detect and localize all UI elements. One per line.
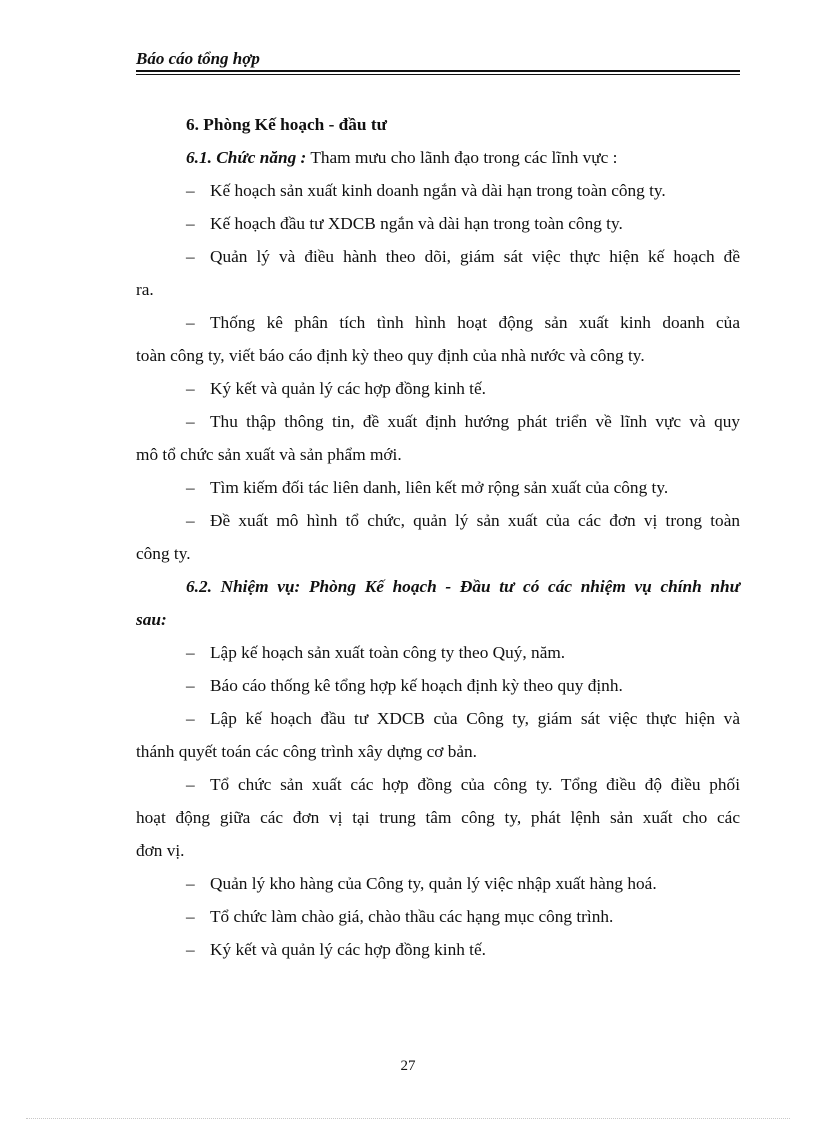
duties-list <box>136 636 740 966</box>
list-item-line <box>136 933 740 966</box>
page-header <box>136 48 740 70</box>
list-item-line <box>136 768 740 801</box>
header-rule-thin <box>136 74 740 75</box>
list-item-line <box>136 669 740 702</box>
list-item-line <box>136 174 740 207</box>
list-item <box>136 669 740 702</box>
list-item <box>136 471 740 504</box>
dash-bullet: – <box>186 379 195 398</box>
list-item-line <box>136 240 740 273</box>
dash-bullet: – <box>186 181 195 200</box>
list-item-line <box>136 702 740 735</box>
list-item-line <box>136 504 740 537</box>
list-item-text: Quản lý và điều hành theo dõi, giám sát việc thực hiện kế hoạch đề <box>210 247 740 266</box>
list-item-line <box>136 339 740 372</box>
list-item-text: Tổ chức làm chào giá, chào thầu các hạng mục công trình. <box>210 907 614 926</box>
list-item-line <box>136 273 740 306</box>
list-item-text: ra. <box>136 280 154 299</box>
list-item-line <box>136 207 740 240</box>
dash-bullet: – <box>186 412 195 431</box>
list-item-line <box>136 636 740 669</box>
dash-bullet: – <box>186 643 195 662</box>
list-item-text: hoạt động giữa các đơn vị tại trung tâm công ty, phát lệnh sản xuất cho các <box>136 808 740 827</box>
list-item <box>136 405 740 471</box>
list-item-line <box>136 801 740 834</box>
function-intro-text: Tham mưu cho lãnh đạo trong các lĩnh vực : <box>306 148 618 167</box>
dash-bullet: – <box>186 478 195 497</box>
list-item-line <box>136 405 740 438</box>
list-item <box>136 768 740 867</box>
duties-heading-line1: 6.2. Nhiệm vụ: Phòng Kế hoạch - Đầu tư có các nhiệm vụ chính như <box>186 577 740 596</box>
list-item-text: thánh quyết toán các công trình xây dựng cơ bản. <box>136 742 477 761</box>
list-item <box>136 207 740 240</box>
header-rule-thick <box>136 70 740 72</box>
function-intro <box>136 141 740 174</box>
list-item-text: Tìm kiếm đối tác liên danh, liên kết mở rộng sản xuất của công ty. <box>210 478 669 497</box>
dash-bullet: – <box>186 940 195 959</box>
page-bottom-border <box>26 1118 790 1119</box>
list-item <box>136 372 740 405</box>
list-item-text: Quản lý kho hàng của Công ty, quản lý việc nhập xuất hàng hoá. <box>210 874 657 893</box>
list-item-line <box>136 438 740 471</box>
header-title: Báo cáo tổng hợp <box>136 49 260 68</box>
dash-bullet: – <box>186 247 195 266</box>
list-item-line <box>136 900 740 933</box>
list-item <box>136 933 740 966</box>
list-item-line <box>136 471 740 504</box>
list-item-text: Thống kê phân tích tình hình hoạt động sản xuất kinh doanh của <box>210 313 740 332</box>
dash-bullet: – <box>186 214 195 233</box>
dash-bullet: – <box>186 511 195 530</box>
list-item-text: Thu thập thông tin, đề xuất định hướng phát triển về lĩnh vực và quy <box>210 412 740 431</box>
page-number: 27 <box>400 1058 416 1074</box>
list-item-text: Đề xuất mô hình tổ chức, quản lý sản xuất của các đơn vị trong toàn <box>210 511 740 530</box>
list-item-line <box>136 867 740 900</box>
list-item <box>136 174 740 207</box>
list-item-text: đơn vị. <box>136 841 185 860</box>
list-item-text: Kế hoạch sản xuất kinh doanh ngắn và dài hạn trong toàn công ty. <box>210 181 666 200</box>
list-item <box>136 702 740 768</box>
list-item-text: Kế hoạch đầu tư XDCB ngắn và dài hạn trong toàn công ty. <box>210 214 623 233</box>
list-item <box>136 636 740 669</box>
list-item-line <box>136 372 740 405</box>
list-item-line <box>136 306 740 339</box>
list-item-line <box>136 834 740 867</box>
list-item <box>136 504 740 570</box>
list-item-text: Lập kế hoạch sản xuất toàn công ty theo Quý, năm. <box>210 643 566 662</box>
dash-bullet: – <box>186 313 195 332</box>
duties-heading-line2: sau: <box>136 610 167 629</box>
dash-bullet: – <box>186 874 195 893</box>
list-item-text: Báo cáo thống kê tổng hợp kế hoạch định kỳ theo quy định. <box>210 676 623 695</box>
function-list <box>136 174 740 570</box>
list-item-line <box>136 537 740 570</box>
dash-bullet: – <box>186 709 195 728</box>
dash-bullet: – <box>186 907 195 926</box>
list-item <box>136 306 740 372</box>
list-item <box>136 900 740 933</box>
document-body <box>136 108 740 966</box>
list-item-text: toàn công ty, viết báo cáo định kỳ theo quy định của nhà nước và công ty. <box>136 346 645 365</box>
dash-bullet: – <box>186 676 195 695</box>
list-item <box>136 240 740 306</box>
list-item-text: Ký kết và quản lý các hợp đồng kinh tế. <box>210 940 486 959</box>
list-item <box>136 867 740 900</box>
section-heading: 6. Phòng Kế hoạch - đầu tư <box>186 115 387 134</box>
list-item-text: công ty. <box>136 544 191 563</box>
function-label: 6.1. Chức năng : <box>186 148 307 167</box>
list-item-text: mô tổ chức sản xuất và sản phẩm mới. <box>136 445 402 464</box>
dash-bullet: – <box>186 775 195 794</box>
list-item-text: Tổ chức sản xuất các hợp đồng của công ty. Tổng điều độ điều phối <box>210 775 740 794</box>
list-item-line <box>136 735 740 768</box>
list-item-text: Ký kết và quản lý các hợp đồng kinh tế. <box>210 379 486 398</box>
list-item-text: Lập kế hoạch đầu tư XDCB của Công ty, giám sát việc thực hiện và <box>210 709 740 728</box>
